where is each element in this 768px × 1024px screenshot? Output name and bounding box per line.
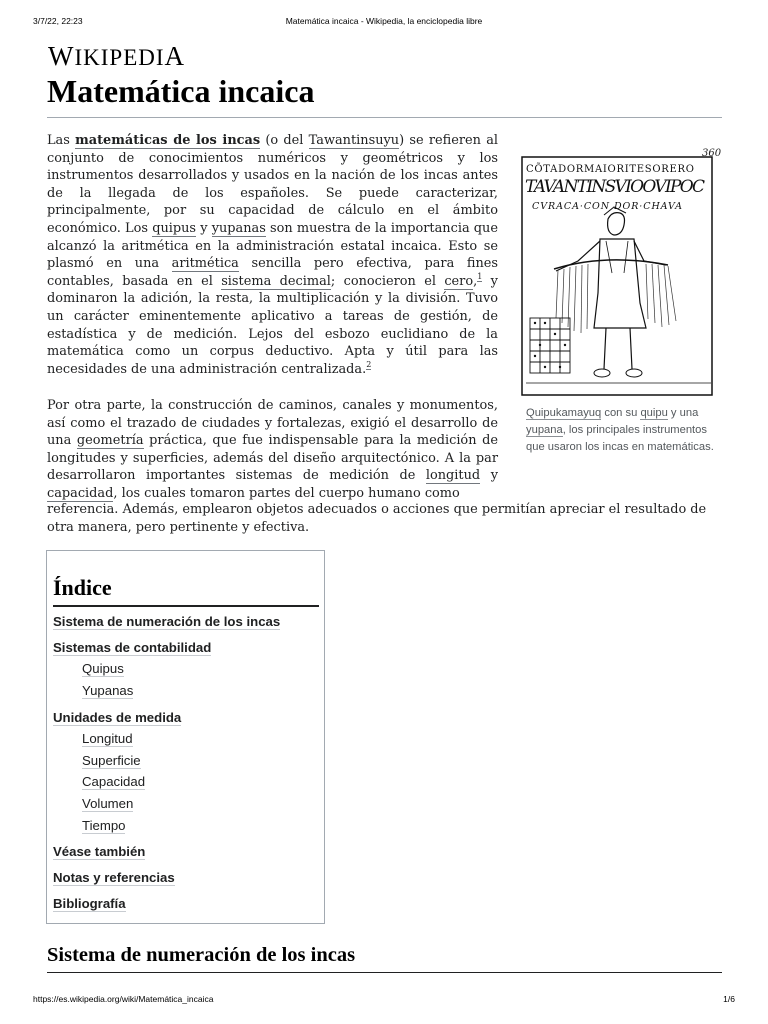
link-sistema-decimal[interactable]: sistema decimal [221,273,331,289]
toc-item-vease-tambien[interactable]: Véase también [53,844,146,859]
logo-initial: W [48,41,75,71]
quipukamayuq-illustration[interactable] [516,143,723,398]
section-heading: Sistema de numeración de los incas [47,944,356,966]
drawing-caption-line2: TAVANTINSVIOOVIPOC [525,177,705,197]
toc-item-yupanas[interactable]: Yupanas [82,683,134,698]
logo-final: A [164,41,186,71]
toc-divider [53,605,319,607]
toc-item-unidades-medida[interactable]: Unidades de medida [53,710,182,725]
table-of-contents [46,550,325,924]
toc-item-sistemas-contabilidad[interactable]: Sistemas de contabilidad [53,640,212,655]
second-paragraph: Por otra parte, la construcción de caminos, canales y monumentos, así como el trazado de ciudades y fortalezas, exigió el desarrollo de una geometría práctica, que fue indispensable para la medición de longitudes y superficies, además del diseño arquitectónico. A la par desarrollaron importantes sistemas de medición de longitud y capacidad, los cuales tomaron partes del cuerpo humano como [47,398,498,501]
link-cero[interactable]: cero [444,273,474,289]
section-divider [47,972,722,973]
caption-link-yupana[interactable]: yupana [526,424,563,436]
drawing-caption-line3: CVRACA·CON DOR·CHAVA [532,201,682,212]
intro-paragraph: Las matemáticas de los incas (o del Tawantinsuyu) se refieren al conjunto de conocimientos numéricos y geométricos y los instrumentos desarrollados y usados en la nación de los incas antes de la llegada de los españoles. Se puede caracterizar, principalmente, por su capacidad de cálculo en el ámbito económico. Los quipus y yupanas son muestra de la importancia que alcanzó la aritmética en la administración estatal incaica. Esto se plasmó en una aritmética sencilla pero efectiva, para fines contables, basada en el sistema decimal; conocieron el cero,$^1$ y dominaron la adición, la resta, la multiplicación y la división. Tuvo un carácter eminentemente aplicativo a tareas de gestión, de estadística y de medición. Lejos del esbozo euclidiano de la matemática como un corpus deductivo. Apta y útil para las necesidades de una administración centralizada.$^2$ [47,133,499,377]
link-aritmetica[interactable]: aritmética [171,256,239,272]
print-page-number: 1/6 [723,994,735,1004]
toc-item-quipus[interactable]: Quipus [82,661,124,676]
print-title: Matemática incaica - Wikipedia, la enciclopedia libre [285,16,483,26]
link-quipus[interactable]: quipus [152,220,197,236]
infobox-figure [516,143,723,456]
drawing-page-number: 360 [702,148,722,159]
figure-caption: Quipukamayuq con su quipu y una yupana, los principales instrumentos que usaron los incas en matemáticas. [526,407,714,453]
toc-item-longitud[interactable]: Longitud [82,731,133,746]
toc-item-bibliografia[interactable]: Bibliografía [53,896,126,911]
link-geometria[interactable]: geometría [76,433,144,449]
link-yupanas[interactable]: yupanas [211,220,266,236]
logo-middle: IKIPEDI [74,45,165,70]
toc-item-volumen[interactable]: Volumen [82,796,134,811]
caption-link-quipu[interactable]: quipu [640,407,668,419]
reference-2[interactable]: 2 [366,360,372,370]
link-capacidad[interactable]: capacidad [47,485,114,501]
page-title: Matemática incaica [47,73,315,109]
toc-item-tiempo[interactable]: Tiempo [82,818,126,833]
toc-item-superficie[interactable]: Superficie [82,753,141,768]
title-divider [47,117,722,118]
wikipedia-logo[interactable] [48,41,185,72]
toc-item-notas-referencias[interactable]: Notas y referencias [53,870,175,885]
drawing-caption-line1: CÕTADORMAIORITESORERO [526,164,694,175]
toc-item-sistema-numeracion[interactable]: Sistema de numeración de los incas [53,614,281,629]
caption-link-quipukamayuq[interactable]: Quipukamayuq [526,407,602,419]
toc-item-capacidad[interactable]: Capacidad [82,774,146,789]
link-matematicas-incas[interactable]: matemáticas de los incas [75,133,261,148]
print-date: 3/7/22, 22:23 [33,16,83,26]
link-longitud[interactable]: longitud [425,468,481,484]
toc-title: Índice [53,575,112,600]
reference-1[interactable]: 1 [477,272,483,282]
print-url: https://es.wikipedia.org/wiki/Matemática_incaica [33,994,214,1004]
second-paragraph-continued: referencia. Además, emplearon objetos adecuados o acciones que permitían apreciar el resultado de otra manera, pero pertinente y efectiva. [47,502,707,535]
link-tawantinsuyu[interactable]: Tawantinsuyu [308,133,400,148]
print-header [0,0,768,26]
